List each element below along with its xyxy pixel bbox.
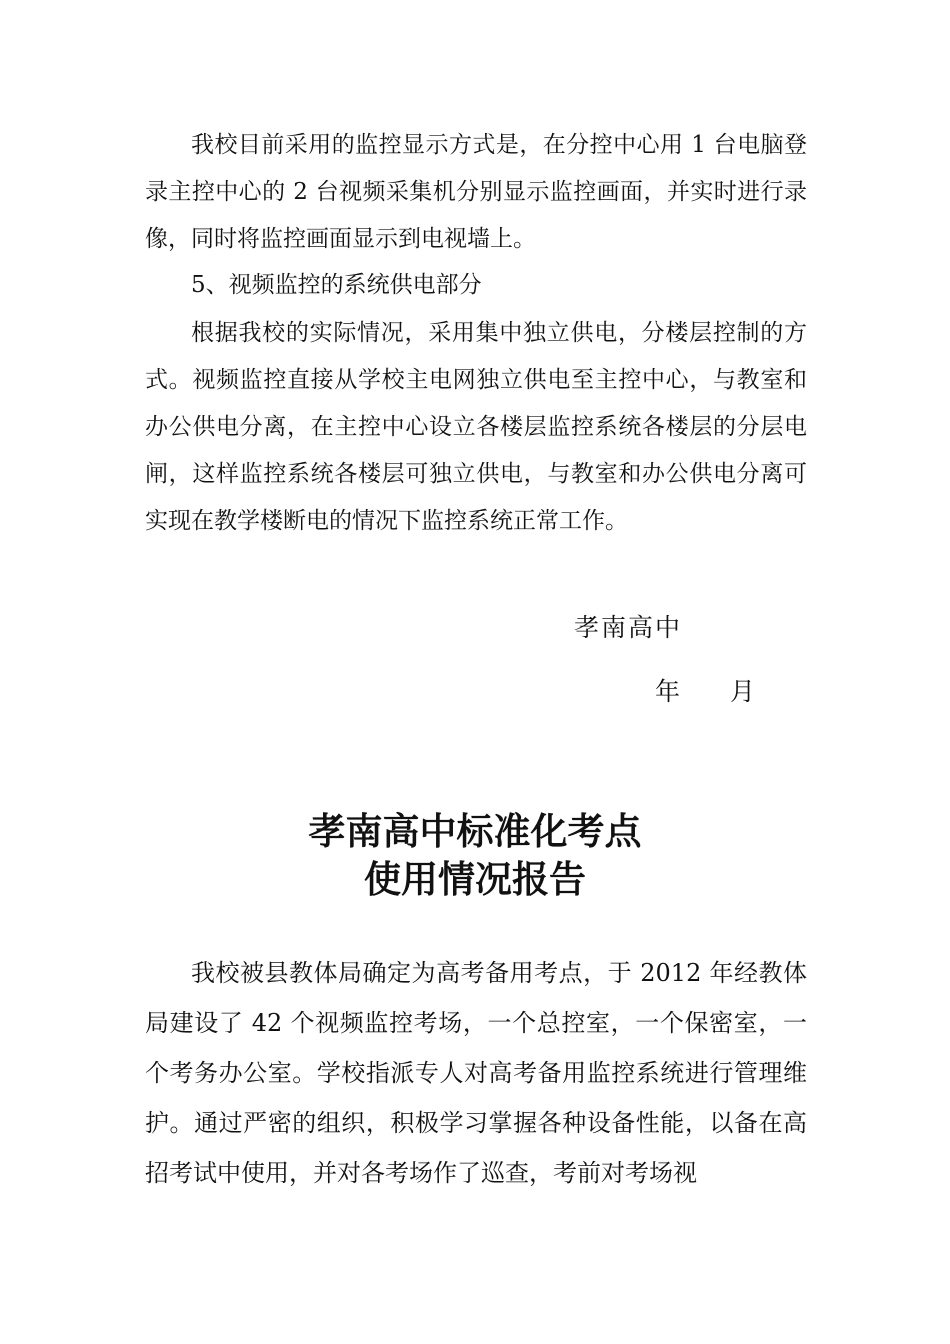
- paragraph-report-body: 我校被县教体局确定为高考备用考点，于 2012 年经教体局建设了 42 个视频监控考场，一个总控室，一个保密室，一个考务办公室。学校指派专人对高考备用监控系统进行管理维护。通过严密的组织，积极学习掌握各种设备性能，以备在高招考试中使用，并对各考场作了巡查，考前对考场视: [145, 959, 807, 1187]
- section-heading-power-supply: 5、视频监控的系统供电部分: [191, 272, 482, 298]
- signature-year-label: 年: [655, 677, 683, 706]
- paragraph-display-method: 我校目前采用的监控显示方式是，在分控中心用 1 台电脑登录主控中心的 2 台视频采集机分别显示监控画面，并实时进行录像，同时将监控画面显示到电视墙上。: [145, 132, 807, 252]
- report-title-line-2: 使用情况报告: [364, 858, 586, 901]
- signature-month-label: 月: [730, 677, 758, 706]
- report-title-line-1: 孝南高中标准化考点: [308, 810, 642, 853]
- paragraph-power-supply: 根据我校的实际情况，采用集中独立供电，分楼层控制的方式。视频监控直接从学校主电网独立供电至主控中心，与教室和办公供电分离，在主控中心设立各楼层监控系统各楼层的分层电闸，这样监控系统各楼层可独立供电，与教室和办公供电分离可实现在教学楼断电的情况下监控系统正常工作。: [145, 320, 807, 534]
- signature-date: [655, 672, 757, 708]
- signature-organization: 孝南高中: [574, 613, 683, 642]
